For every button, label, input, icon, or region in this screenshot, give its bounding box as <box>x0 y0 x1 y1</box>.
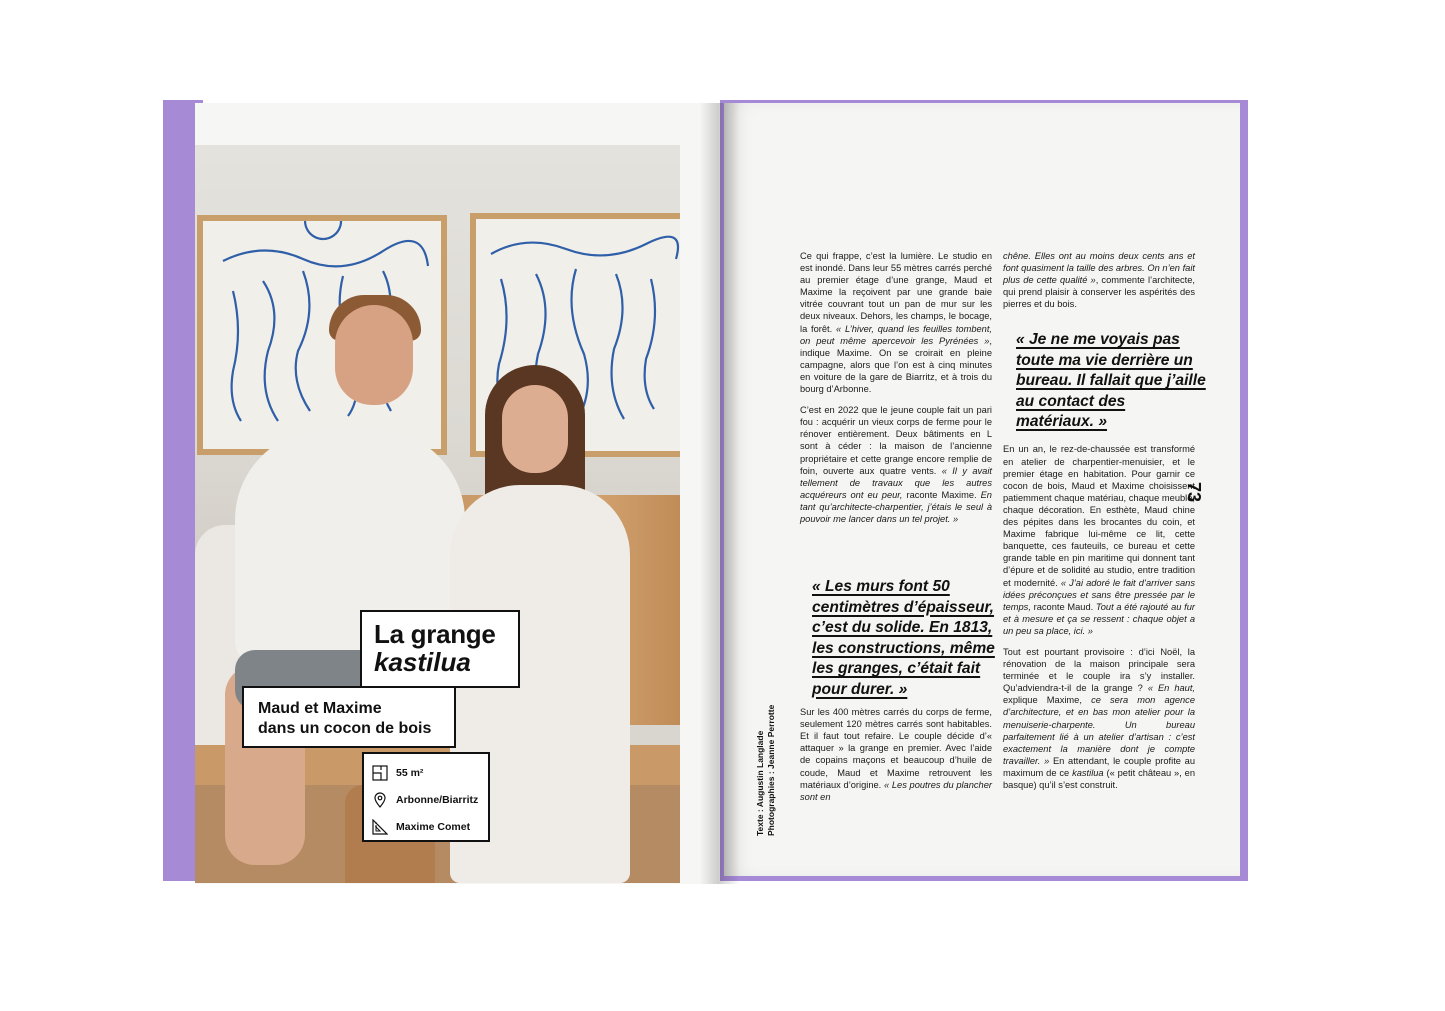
paragraph <box>800 250 992 395</box>
text-run: En attendant, le couple profite au maximum de ce <box>1003 755 1195 778</box>
subtitle-line-1: Maud et Maxime <box>258 700 382 717</box>
title-line-1: La grange <box>374 619 496 649</box>
text-run: raconte Maxime. <box>906 489 981 500</box>
text-run-italic: « Il y avait tellement de travaux que les autres acquéreurs ont eu peur, <box>800 465 993 500</box>
text-run: Ce qui frappe, c’est la lumière. Le studio en est inondé. Dans leur 55 mètres carrés perché au premier étage d’une grange, Maud et Maxime la reçoivent par une grande baie vitrée couvrant tout un pan de mur sur les deux niveaux. Dehors, les champs, le bocage, la forêt. <box>800 251 992 334</box>
text-run-italic: « Les poutres du plancher sont en <box>800 779 992 802</box>
text-run: , commente l’architecte, qui prend plaisir à conserver les aspérités des pierres et du bois. <box>1003 275 1195 310</box>
man-face <box>335 305 413 405</box>
credits-photo: Photographies : Jeanne Perrotte <box>765 704 776 836</box>
text-run: En un an, le rez-de-chaussée est transformé en atelier de charpentier-menuisier, et le premier étage en habitation. Pour garnir ce cocon de bois, Maud et Maxime choisissent patiemment chaque matériau, chaque meuble, chaque décoration. En esthète, Maud chine des pépites dans les brocantes du coin, et Maxime fabrique lui-même ce lit, cette banquette, ces fauteuils, ce bureau et cette grande table en pin maritime qui donnent tant d’épure et de solidité au studio, entre tradition et modernité. <box>1003 444 1195 588</box>
page-number: 73 <box>1184 482 1204 503</box>
pull-quote-2 <box>1016 330 1206 433</box>
spine-shadow <box>700 103 740 884</box>
text-run-italic: chêne. Elles ont au moins deux cents ans et font quasiment la taille des arbres. On n’en fait plus de cette qualité » <box>1003 251 1195 286</box>
subtitle-line-2: dans un cocon de bois <box>258 720 432 737</box>
pull-quote-1 <box>812 577 1002 700</box>
text-run-italic: Tout a été rajouté au fur et à mesure et ça se ressent : chaque objet a un peu sa place, ici. » <box>1003 601 1195 636</box>
text-run-italic: « En haut, <box>1147 683 1195 694</box>
text-run: C’est en 2022 que le jeune couple fait un pari fou : acquérir un vieux corps de ferme pour le rénover entièrement. Deux bâtiments en L sont à céder : la maison de l’ancienne propriétaire et cette grange encore remplie de foin, ouverte aux quatre vents. <box>800 405 992 476</box>
woman-face <box>502 385 568 473</box>
paragraph <box>1003 646 1195 791</box>
pull-quote-1-text: « Les murs font 50 centimètres d’épaisseur, c’est du solide. En 1813, les constructions, même les granges, c’était fait pour durer. » <box>812 578 995 698</box>
text-run: Sur les 400 mètres carrés du corps de ferme, seulement 120 mètres carrés sont habitables. Et il faut tout refaire. Le couple décide d’« attaquer » la grange en premier. Avec l’aide de copains maçons et beaucoup d’huile de coude, Maud et Maxime retrouvent les matériaux d’origine. <box>800 707 992 790</box>
floorplan-icon <box>372 765 388 781</box>
location-pin-icon <box>372 792 388 808</box>
fact-surface-label: 55 m² <box>396 766 424 779</box>
text-run-italic: En tant qu’architecte-charpentier, j’étais le seul à pouvoir me lancer dans un tel projet. » <box>800 489 992 524</box>
fact-architect-label: Maxime Comet <box>396 820 471 833</box>
fact-surface <box>372 759 480 786</box>
text-run: explique Maxime, <box>1003 695 1092 706</box>
text-run-italic: ce sera mon agence d’architecture, et en bas mon atelier pour la menuiserie-charpente. Un bureau parfaitement lié à un atelier d’artisan : c’est exactement la manière dont je compte travailler. » <box>1003 695 1195 766</box>
paragraph <box>1003 443 1195 637</box>
credits <box>755 705 776 836</box>
text-run: (« petit château », en basque) qu’il s’est construit. <box>1003 767 1195 790</box>
text-run: Tout est pourtant provisoire : d’ici Noël, la rénovation de la maison principale sera terminée et le couple ira s’y installer. Qu’adviendra-t-il de la grange ? <box>1003 646 1195 694</box>
paragraph <box>1003 250 1195 310</box>
text-column-1 <box>800 250 992 812</box>
fact-location <box>372 786 480 813</box>
pull-quote-2-text: « Je ne me voyais pas toute ma vie derrière un bureau. Il fallait que j’aille au contact des matériaux. » <box>1016 331 1206 430</box>
ruler-triangle-icon <box>372 819 388 835</box>
text-run-italic: « J’ai adoré le fait d’arriver sans idées préconçues et sans être pressée par le temps, <box>1003 577 1195 612</box>
article-title <box>360 610 520 688</box>
facts-box <box>362 752 490 842</box>
text-run: , indique Maxime. On se croirait en pleine campagne, alors que l’on est à cinq minutes en voiture de la gare de Biarritz, et à trois du bourg d’Arbonne. <box>800 335 992 395</box>
title-line-2: kastilua <box>374 647 471 677</box>
fact-location-label: Arbonne/Biarritz <box>396 793 479 806</box>
text-run-italic: « L’hiver, quand les feuilles tombent, on peut même apercevoir les Pyrénées » <box>800 323 992 346</box>
paragraph <box>800 706 992 803</box>
paragraph <box>800 404 992 525</box>
credits-text: Texte : Augustin Langlade <box>755 730 765 836</box>
fact-architect <box>372 813 480 840</box>
article-subtitle <box>242 686 456 748</box>
text-run: raconte Maud. <box>1033 601 1096 612</box>
text-run-italic: kastilua <box>1072 767 1104 778</box>
